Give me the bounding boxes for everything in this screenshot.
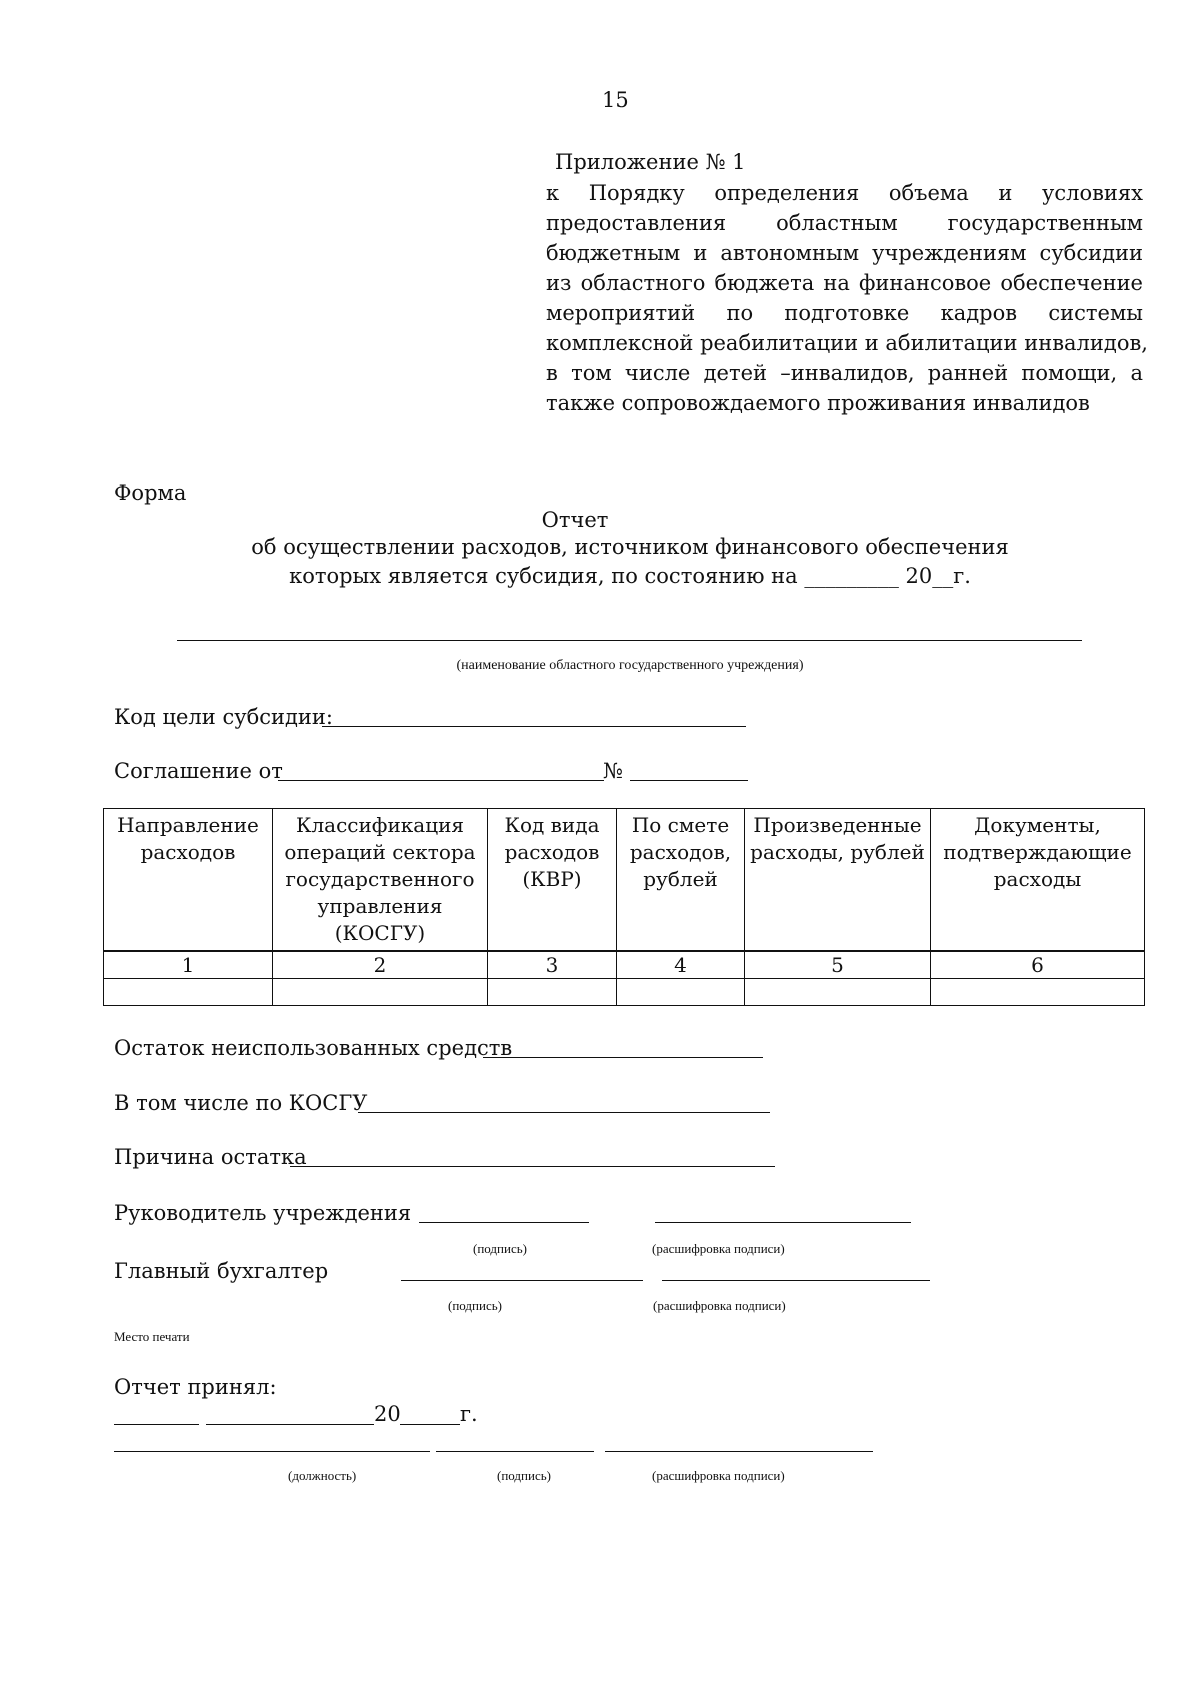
head-signature-field[interactable]	[419, 1222, 589, 1223]
appendix-line: к Порядку определения объема и условиях	[546, 181, 1143, 205]
table-header-cell: Документы, подтверждающие расходы	[931, 809, 1145, 952]
table-header-cell: По смете расходов, рублей	[617, 809, 745, 952]
table-number-row	[104, 951, 1145, 979]
accepted-day-field[interactable]	[114, 1424, 199, 1425]
form-label: Форма	[114, 481, 187, 505]
head-label: Руководитель учреждения	[114, 1201, 412, 1225]
accepted-month-field[interactable]	[206, 1424, 374, 1425]
report-title: Отчет	[541, 508, 609, 532]
column-number: 5	[745, 951, 931, 979]
appendix-line: из областного бюджета на финансовое обеспечение	[546, 271, 1143, 295]
accepted-decoding-field[interactable]	[605, 1451, 873, 1452]
table-header-cell: Произведенные расходы, рублей	[745, 809, 931, 952]
table-row	[104, 979, 1145, 1006]
reason-field[interactable]	[290, 1166, 775, 1167]
agreement-date-field[interactable]	[278, 780, 604, 781]
subsidy-code-label: Код цели субсидии:	[114, 705, 333, 729]
institution-caption: (наименование областного государственного учреждения)	[456, 658, 804, 673]
column-number: 3	[488, 951, 617, 979]
appendix-line: мероприятий по подготовке кадров системы	[546, 301, 1143, 325]
accepted-label: Отчет принял:	[114, 1375, 277, 1399]
table-cell[interactable]	[617, 979, 745, 1006]
report-subtitle-line2: которых является субсидия, по состоянию на _________ 20__г.	[289, 564, 971, 588]
appendix-line: предоставления областным государственным	[546, 211, 1143, 235]
accountant-decoding-caption: (расшифровка подписи)	[653, 1298, 786, 1313]
balance-label: Остаток неиспользованных средств	[114, 1036, 513, 1060]
accountant-signature-field[interactable]	[401, 1280, 643, 1281]
kosgu-field[interactable]	[358, 1112, 770, 1113]
column-number: 4	[617, 951, 745, 979]
accepted-year-suffix: г.	[460, 1402, 478, 1426]
page-number: 15	[602, 88, 629, 112]
appendix-line: комплексной реабилитации и абилитации инвалидов,	[546, 331, 1148, 355]
head-decoding-caption: (расшифровка подписи)	[652, 1241, 785, 1256]
appendix-description	[546, 178, 1148, 418]
appendix-line: бюджетным и автономным учреждениям субсидии	[546, 241, 1143, 265]
appendix-title: Приложение № 1	[555, 150, 746, 174]
table-header-cell: Код вида расходов (КВР)	[488, 809, 617, 952]
table-cell[interactable]	[745, 979, 931, 1006]
accepted-signature-field[interactable]	[436, 1451, 594, 1452]
accepted-position-caption: (должность)	[288, 1468, 357, 1483]
accountant-signature-caption: (подпись)	[448, 1298, 502, 1313]
table-cell[interactable]	[488, 979, 617, 1006]
agreement-number-sign: №	[603, 759, 623, 783]
subsidy-code-field[interactable]	[322, 726, 746, 727]
table-cell[interactable]	[931, 979, 1145, 1006]
appendix-line: также сопровождаемого проживания инвалидов	[546, 391, 1090, 415]
report-subtitle-line1: об осуществлении расходов, источником финансового обеспечения	[251, 535, 1009, 559]
reason-label: Причина остатка	[114, 1145, 307, 1169]
appendix-line: в том числе детей –инвалидов, ранней помощи, а	[546, 361, 1143, 385]
table-header-row	[104, 809, 1145, 952]
accepted-decoding-caption: (расшифровка подписи)	[652, 1468, 785, 1483]
chief-accountant-label: Главный бухгалтер	[114, 1259, 329, 1283]
accountant-decoding-field[interactable]	[662, 1280, 930, 1281]
balance-field[interactable]	[483, 1057, 763, 1058]
head-signature-caption: (подпись)	[473, 1241, 527, 1256]
table-cell[interactable]	[273, 979, 488, 1006]
table-header-cell: Классификация операций сектора государственного управления (КОСГУ)	[273, 809, 488, 952]
institution-name-line[interactable]	[177, 640, 1082, 641]
head-decoding-field[interactable]	[655, 1222, 911, 1223]
column-number: 6	[931, 951, 1145, 979]
table-header-cell: Направление расходов	[104, 809, 273, 952]
accepted-year-field[interactable]	[400, 1424, 460, 1425]
seal-label: Место печати	[114, 1329, 190, 1344]
kosgu-label: В том числе по КОСГУ	[114, 1091, 368, 1115]
accepted-year-prefix: 20	[374, 1402, 401, 1426]
agreement-label: Соглашение от	[114, 759, 283, 783]
expenses-table	[103, 808, 1145, 1006]
agreement-number-field[interactable]	[630, 780, 748, 781]
column-number: 2	[273, 951, 488, 979]
accepted-position-field[interactable]	[114, 1451, 430, 1452]
column-number: 1	[104, 951, 273, 979]
accepted-signature-caption: (подпись)	[497, 1468, 551, 1483]
table-cell[interactable]	[104, 979, 273, 1006]
